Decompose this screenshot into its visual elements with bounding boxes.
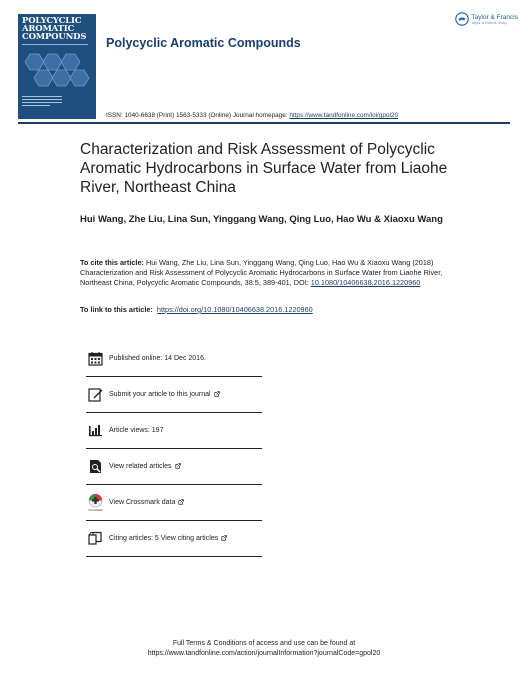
- doi-link[interactable]: 10.1080/10406638.2016.1220960: [310, 278, 421, 287]
- link-label: To link to this article:: [80, 305, 153, 314]
- article-link-line: [80, 305, 313, 314]
- calendar-icon: [86, 350, 104, 368]
- article-info-list: [86, 341, 262, 557]
- journal-homepage-link[interactable]: https://www.tandfonline.com/loi/gpol20: [289, 112, 399, 119]
- related-articles-link[interactable]: [109, 463, 181, 470]
- edit-icon: [86, 386, 104, 404]
- citation-block: [80, 258, 460, 288]
- crossmark-label: View Crossmark data: [109, 499, 176, 506]
- crossmark-link[interactable]: [109, 499, 184, 506]
- cover-title-line-1: POLYCYCLIC: [22, 16, 82, 26]
- crossmark-icon: [86, 494, 104, 512]
- list-item-citing[interactable]: [86, 521, 262, 557]
- cover-title-line-2: AROMATIC: [22, 24, 75, 34]
- crossmark-small-text: CrossMark: [87, 508, 103, 512]
- issn-line: [106, 112, 398, 119]
- article-title: Characterization and Risk Assessment of Polycyclic Aromatic Hydrocarbons in Surface Water from Liaohe River, Northeast China: [80, 141, 448, 196]
- citing-articles-link[interactable]: [109, 535, 227, 542]
- bar-chart-icon: [86, 422, 104, 440]
- related-articles-label: View related articles: [109, 463, 172, 470]
- list-item-submit[interactable]: [86, 377, 262, 413]
- publisher-group: Taylor & Francis Group: [471, 20, 508, 25]
- article-url-link[interactable]: https://doi.org/10.1080/10406638.2016.1220960: [156, 305, 313, 314]
- external-link-icon: [221, 535, 227, 541]
- list-item-crossmark[interactable]: [86, 485, 262, 521]
- publisher-logo[interactable]: [455, 12, 518, 26]
- list-item-published: [86, 341, 262, 377]
- footer: [0, 639, 528, 659]
- cover-text-lines: [22, 96, 62, 108]
- submit-article-label: Submit your article to this journal: [109, 391, 211, 398]
- cite-label: To cite this article:: [80, 258, 144, 267]
- footer-terms-url[interactable]: https://www.tandfonline.com/action/journalInformation?journalCode=gpol20: [147, 650, 381, 657]
- cover-divider: [22, 44, 88, 45]
- search-document-icon: [86, 458, 104, 476]
- cover-hexagon-graphic: [20, 52, 96, 96]
- issn-text: ISSN: 1040-6638 (Print) 1563-5333 (Online) Journal homepage:: [106, 112, 290, 119]
- external-link-icon: [175, 463, 181, 469]
- article-authors[interactable]: Hui Wang, Zhe Liu, Lina Sun, Yinggang Wang, Qing Luo, Hao Wu & Xiaoxu Wang: [80, 214, 443, 225]
- footer-terms-text: Full Terms & Conditions of access and use can be found at: [172, 640, 356, 647]
- external-link-icon: [178, 499, 184, 505]
- cover-title: [22, 17, 92, 41]
- article-views-label: Article views: 197: [109, 427, 164, 434]
- published-online-label: Published online: 14 Dec 2016.: [109, 355, 206, 362]
- journal-cover: [18, 14, 96, 119]
- journal-name[interactable]: Polycyclic Aromatic Compounds: [106, 36, 301, 50]
- cover-title-line-3: COMPOUNDS: [22, 32, 87, 42]
- external-link-icon: [214, 391, 220, 397]
- submit-article-link[interactable]: [109, 391, 220, 398]
- list-item-related[interactable]: [86, 449, 262, 485]
- publisher-logo-icon: [455, 12, 469, 26]
- cite-text: Hui Wang, Zhe Liu, Lina Sun, Yinggang Wang, Qing Luo, Hao Wu & Xiaoxu Wang (2018) Characterization and Risk Assessment of Polycyclic Aromatic Hydrocarbons in Surface Water from Liaohe River, Northeast China, Polycyclic Aromatic Compounds, 38:5, 389-401, DOI:: [80, 258, 443, 287]
- publisher-name: Taylor & Francis: [471, 13, 518, 21]
- citing-articles-label: Citing articles: 5 View citing articles: [109, 535, 219, 542]
- citing-articles-icon: [86, 530, 104, 548]
- header-rule: [18, 122, 510, 124]
- list-item-views: [86, 413, 262, 449]
